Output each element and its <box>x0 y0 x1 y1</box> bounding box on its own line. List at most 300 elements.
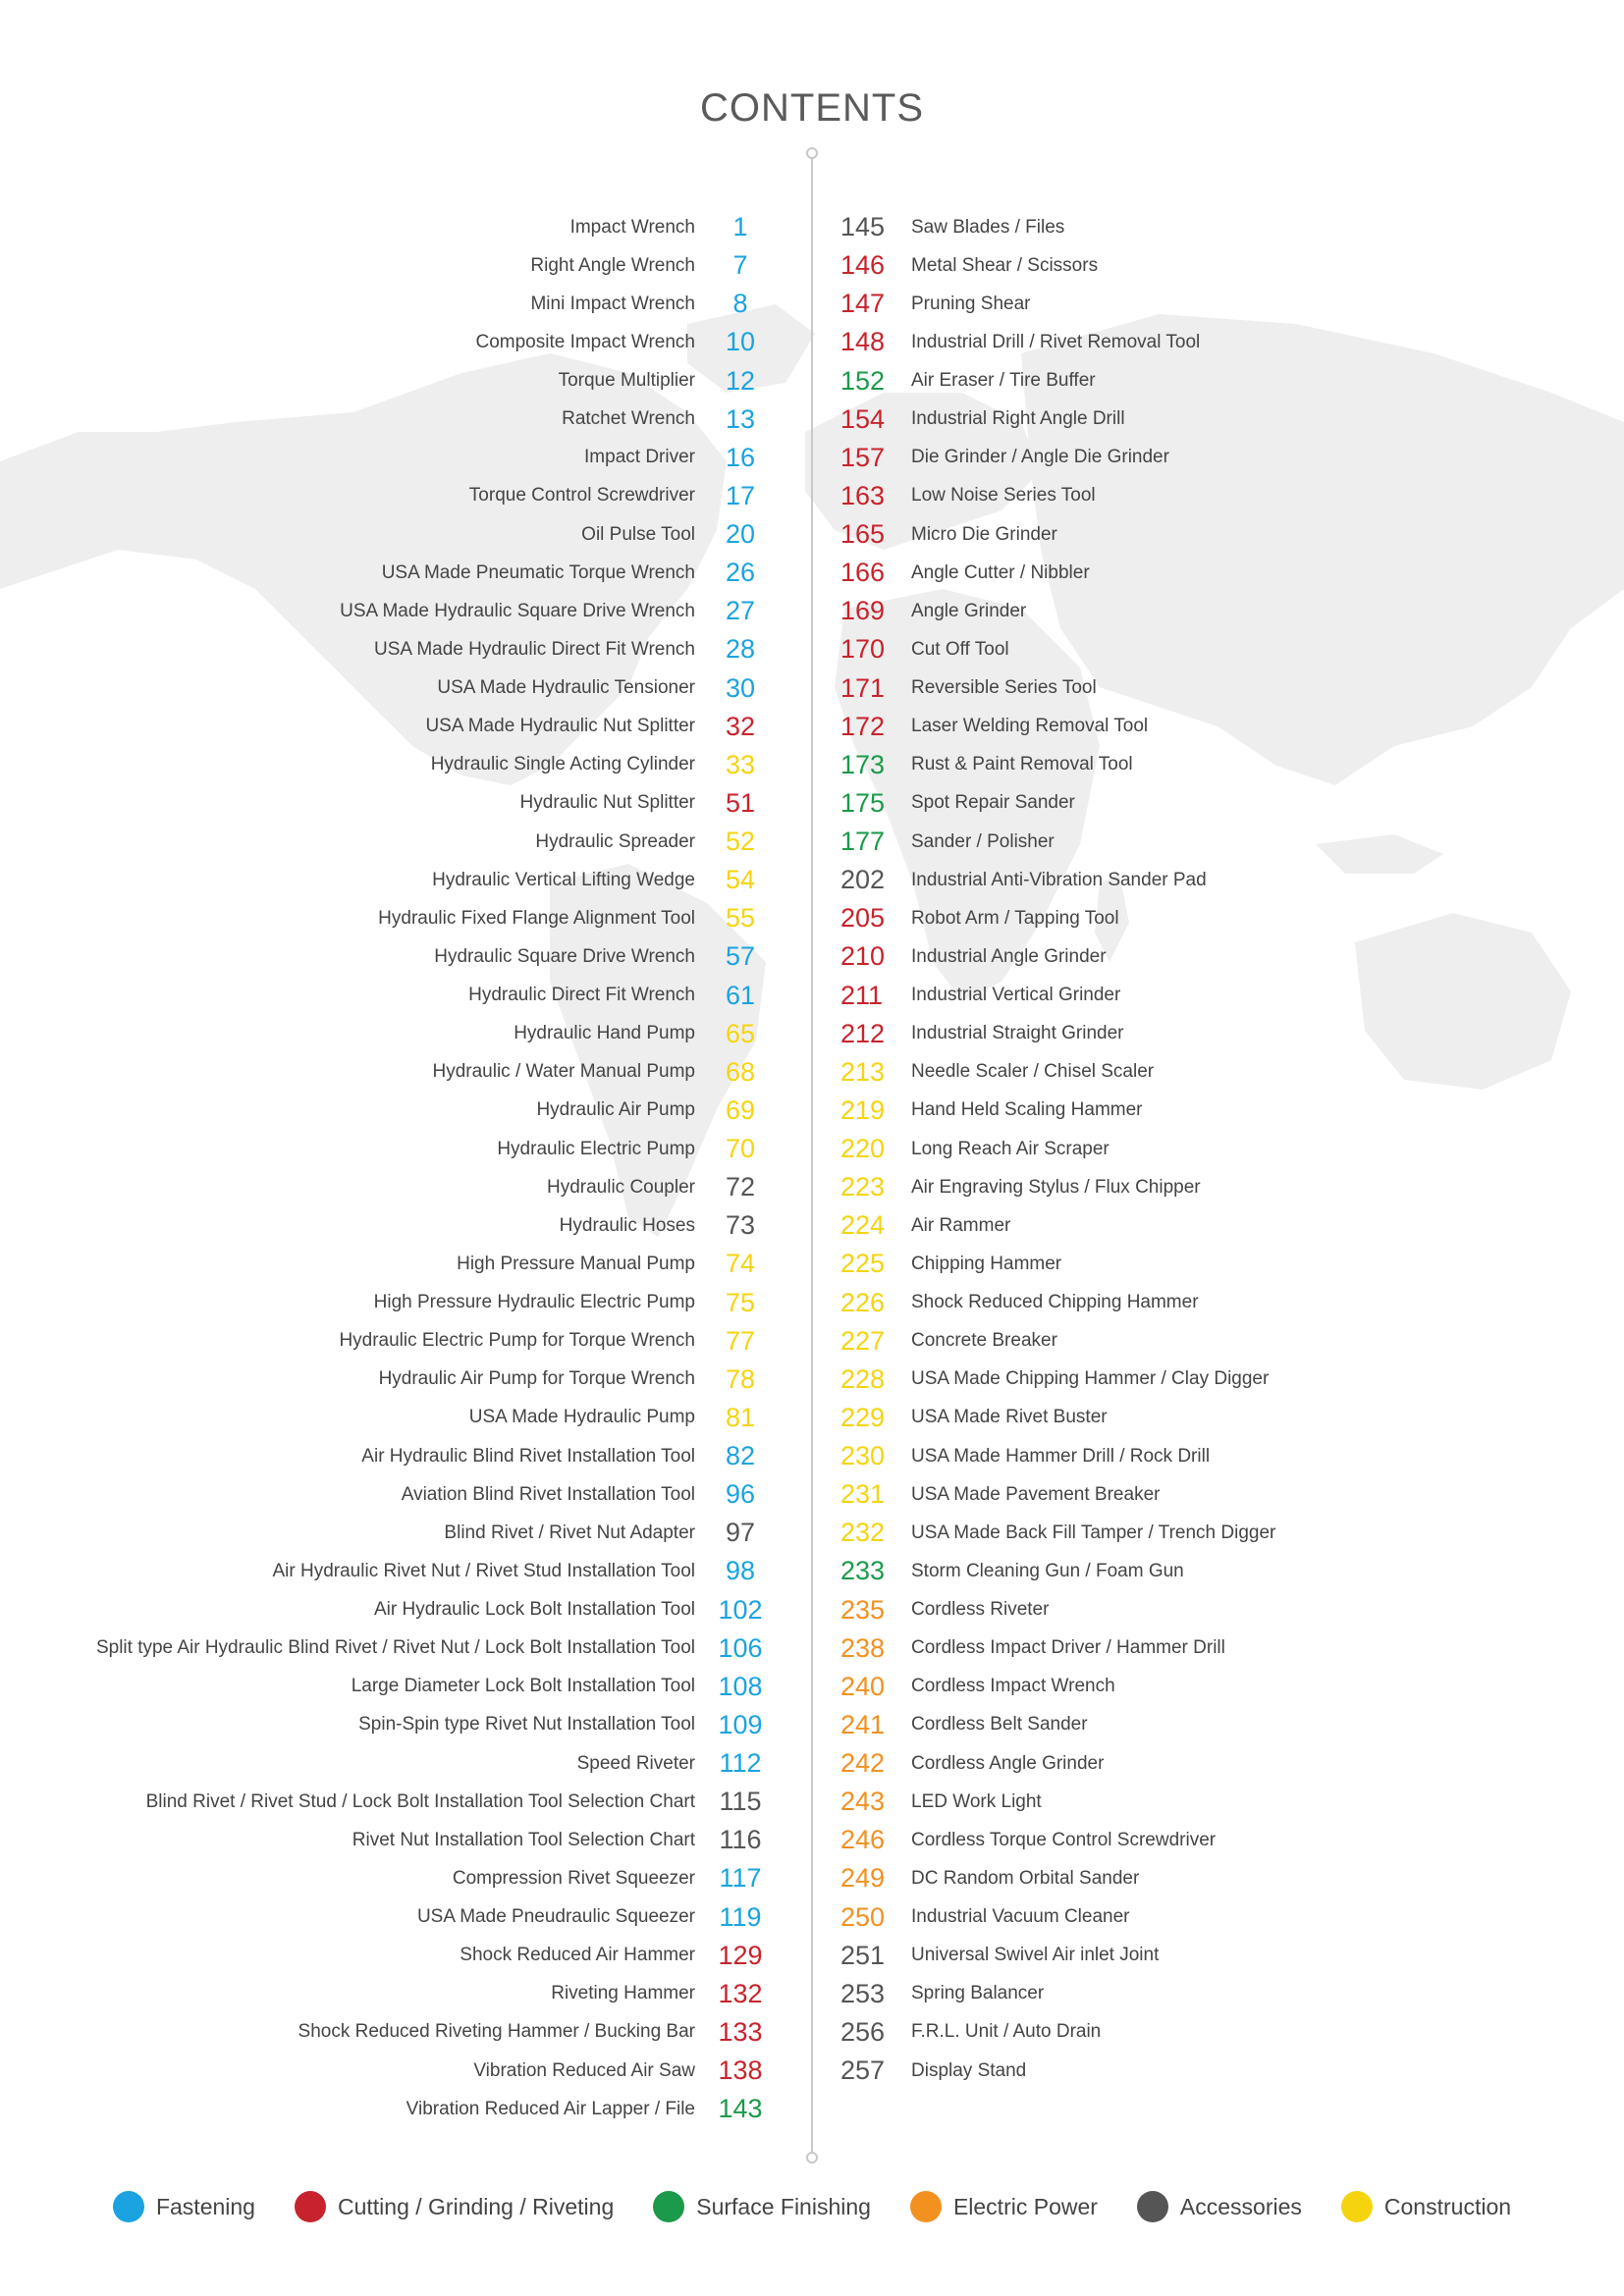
toc-entry-title: Sander / Polisher <box>911 830 1055 852</box>
toc-entry-page-number: 231 <box>840 1479 886 1510</box>
toc-entry[interactable] <box>59 1053 785 1092</box>
toc-entry-page-number: 257 <box>840 2056 886 2086</box>
toc-entry-title: Display Stand <box>911 2059 1027 2081</box>
toc-entry-title: Cut Off Tool <box>911 638 1009 660</box>
toc-entry-page-number: 224 <box>840 1210 886 1241</box>
toc-entry[interactable] <box>840 554 1587 592</box>
toc-entry[interactable] <box>59 477 785 515</box>
toc-entry-title: USA Made Hydraulic Nut Splitter <box>425 716 695 737</box>
toc-entry[interactable] <box>840 1706 1587 1744</box>
toc-entry-title: Air Eraser / Tire Buffer <box>911 370 1096 392</box>
toc-entry-page-number: 65 <box>725 1018 756 1048</box>
legend-color-dot <box>295 2191 326 2222</box>
toc-entry[interactable] <box>840 1437 1587 1475</box>
toc-entry-title: Cordless Riveter <box>911 1599 1050 1621</box>
toc-entry[interactable] <box>59 1475 785 1514</box>
toc-entry[interactable] <box>840 708 1587 746</box>
toc-entry-title: Blind Rivet / Rivet Nut Adapter <box>444 1522 695 1543</box>
toc-entry-page-number: 70 <box>725 1134 756 1164</box>
toc-entry-page-number: 145 <box>840 212 886 242</box>
toc-entry-page-number: 229 <box>840 1402 886 1432</box>
toc-entry-page-number: 250 <box>840 1901 886 1932</box>
toc-entry-title: Rivet Nut Installation Tool Selection Chart <box>352 1829 695 1850</box>
toc-entry[interactable] <box>840 2013 1587 2052</box>
toc-entry-page-number: 242 <box>840 1748 886 1779</box>
toc-entry[interactable] <box>59 708 785 746</box>
contents-right-column <box>840 208 1587 2090</box>
toc-entry-title: Cordless Angle Grinder <box>911 1752 1105 1774</box>
toc-entry-page-number: 17 <box>725 480 756 510</box>
toc-entry[interactable] <box>59 246 785 285</box>
toc-entry-title: Industrial Straight Grinder <box>911 1023 1124 1044</box>
toc-entry[interactable] <box>59 439 785 477</box>
toc-entry[interactable] <box>840 362 1587 400</box>
legend-label: Accessories <box>1179 2193 1302 2219</box>
toc-entry[interactable] <box>840 1206 1587 1245</box>
toc-entry[interactable] <box>59 1284 785 1322</box>
toc-entry[interactable] <box>840 1859 1587 1897</box>
toc-entry-title: Chipping Hammer <box>911 1253 1062 1274</box>
toc-entry-title: USA Made Hydraulic Tensioner <box>437 677 695 699</box>
toc-entry-page-number: 108 <box>718 1671 763 1701</box>
toc-entry[interactable] <box>840 1783 1587 1821</box>
toc-entry[interactable] <box>840 746 1587 784</box>
legend-color-dot <box>653 2191 684 2222</box>
toc-entry-page-number: 240 <box>840 1671 886 1701</box>
legend-color-dot <box>113 2191 144 2222</box>
toc-entry-title: Hydraulic Coupler <box>546 1176 695 1198</box>
contents-left-column <box>59 208 785 2128</box>
toc-entry-page-number: 20 <box>725 519 756 550</box>
toc-entry-title: Saw Blades / Files <box>911 216 1065 238</box>
toc-entry-page-number: 241 <box>840 1709 886 1739</box>
toc-entry-title: Industrial Vertical Grinder <box>911 985 1121 1006</box>
toc-entry[interactable] <box>840 1130 1587 1168</box>
toc-entry[interactable] <box>840 2052 1587 2090</box>
toc-entry[interactable] <box>59 1937 785 1975</box>
toc-entry-title: Laser Welding Removal Tool <box>911 716 1149 737</box>
toc-entry[interactable] <box>59 2013 785 2052</box>
toc-entry-page-number: 73 <box>725 1210 756 1241</box>
toc-entry-page-number: 27 <box>725 596 756 626</box>
toc-entry-title: Spot Repair Sander <box>911 792 1075 814</box>
toc-entry-title: Spring Balancer <box>911 1983 1045 2004</box>
toc-entry[interactable] <box>59 1322 785 1361</box>
toc-entry-title: Air Rammer <box>911 1214 1011 1236</box>
toc-entry-page-number: 57 <box>725 941 756 972</box>
toc-entry[interactable] <box>59 1015 785 1053</box>
legend-item-construction <box>1341 2191 1511 2222</box>
toc-entry-page-number: 177 <box>840 827 886 857</box>
legend-item-fastening <box>113 2191 255 2222</box>
toc-entry[interactable] <box>840 784 1587 823</box>
toc-entry[interactable] <box>840 630 1587 668</box>
toc-entry[interactable] <box>59 554 785 592</box>
toc-entry[interactable] <box>59 1821 785 1859</box>
toc-entry-page-number: 13 <box>725 403 756 434</box>
toc-entry-title: Robot Arm / Tapping Tool <box>911 907 1119 929</box>
toc-entry-page-number: 7 <box>732 250 748 281</box>
toc-entry-page-number: 61 <box>725 980 756 1010</box>
toc-entry-page-number: 172 <box>840 711 886 741</box>
toc-entry-page-number: 148 <box>840 327 886 357</box>
toc-entry-title: Mini Impact Wrench <box>530 293 695 314</box>
toc-entry-page-number: 112 <box>719 1748 762 1779</box>
toc-entry-page-number: 251 <box>840 1940 886 1970</box>
toc-entry-title: USA Made Hydraulic Direct Fit Wrench <box>374 638 695 660</box>
toc-entry[interactable] <box>59 1514 785 1552</box>
legend-color-dot <box>1341 2191 1373 2222</box>
toc-entry-page-number: 205 <box>840 903 886 934</box>
toc-entry[interactable] <box>59 1206 785 1245</box>
toc-entry[interactable] <box>59 1168 785 1206</box>
toc-entry-page-number: 232 <box>840 1518 886 1548</box>
toc-entry[interactable] <box>59 1975 785 2013</box>
toc-entry-title: USA Made Pavement Breaker <box>911 1483 1161 1505</box>
toc-entry[interactable] <box>840 1898 1587 1937</box>
toc-entry-title: Torque Multiplier <box>558 370 695 392</box>
toc-entry-title: F.R.L. Unit / Auto Drain <box>911 2021 1102 2043</box>
toc-entry-page-number: 202 <box>840 865 886 895</box>
page-title: CONTENTS <box>700 86 924 130</box>
divider-bottom-dot <box>806 2152 818 2163</box>
toc-entry-title: Rust & Paint Removal Tool <box>911 754 1133 775</box>
toc-entry-page-number: 163 <box>840 480 886 510</box>
toc-entry-page-number: 75 <box>725 1287 756 1317</box>
toc-entry-title: USA Made Hydraulic Pump <box>468 1407 695 1428</box>
toc-entry[interactable] <box>840 1937 1587 1975</box>
toc-entry-title: Blind Rivet / Rivet Stud / Lock Bolt Installation Tool Selection Chart <box>145 1790 695 1812</box>
toc-entry[interactable] <box>840 1668 1587 1706</box>
toc-entry[interactable] <box>840 1629 1587 1668</box>
legend-label: Cutting / Grinding / Riveting <box>337 2193 615 2219</box>
toc-entry-title: Low Noise Series Tool <box>911 485 1096 507</box>
toc-entry-title: Industrial Right Angle Drill <box>911 408 1125 430</box>
toc-entry-title: Cordless Impact Wrench <box>911 1676 1115 1697</box>
toc-entry[interactable] <box>840 285 1587 323</box>
toc-entry[interactable] <box>840 1015 1587 1053</box>
toc-entry-title: Hydraulic Air Pump for Torque Wrench <box>378 1368 695 1390</box>
toc-entry-page-number: 166 <box>840 558 886 588</box>
toc-entry-title: Vibration Reduced Air Lapper / File <box>406 2098 695 2119</box>
toc-entry-title: Hydraulic Air Pump <box>536 1099 695 1121</box>
toc-entry-page-number: 213 <box>840 1056 886 1087</box>
toc-entry-title: Hydraulic Hoses <box>559 1214 695 1236</box>
toc-entry-page-number: 33 <box>725 749 756 779</box>
toc-entry-title: Air Hydraulic Blind Rivet Installation Tool <box>361 1445 695 1467</box>
toc-entry[interactable] <box>59 937 785 976</box>
toc-entry[interactable] <box>840 861 1587 899</box>
toc-entry-page-number: 173 <box>840 749 886 779</box>
toc-entry[interactable] <box>840 977 1587 1015</box>
toc-entry-page-number: 152 <box>840 365 886 396</box>
toc-entry-page-number: 175 <box>840 787 886 818</box>
toc-entry-title: Hydraulic Nut Splitter <box>519 792 695 814</box>
toc-entry-page-number: 146 <box>840 250 886 281</box>
toc-entry-page-number: 143 <box>718 2094 763 2124</box>
toc-entry-title: Metal Shear / Scissors <box>911 254 1099 276</box>
toc-entry[interactable] <box>59 1706 785 1744</box>
toc-entry[interactable] <box>59 1591 785 1629</box>
toc-entry-page-number: 30 <box>725 672 756 703</box>
toc-entry-page-number: 82 <box>725 1441 756 1471</box>
toc-entry[interactable] <box>59 1399 785 1437</box>
toc-entry-page-number: 133 <box>718 2016 763 2047</box>
toc-entry[interactable] <box>840 1475 1587 1514</box>
toc-entry-title: Impact Driver <box>584 447 695 468</box>
toc-entry-page-number: 52 <box>725 827 756 857</box>
toc-entry-page-number: 119 <box>719 1901 762 1932</box>
toc-entry-title: Torque Control Screwdriver <box>468 485 695 507</box>
toc-entry-title: Long Reach Air Scraper <box>911 1138 1110 1159</box>
legend-item-surface <box>653 2191 871 2222</box>
toc-entry-page-number: 238 <box>840 1632 886 1663</box>
toc-entry-title: Right Angle Wrench <box>530 254 695 276</box>
toc-entry-page-number: 169 <box>840 596 886 626</box>
toc-entry-title: Impact Wrench <box>569 216 695 238</box>
legend-label: Fastening <box>155 2193 255 2219</box>
toc-entry-page-number: 223 <box>840 1172 886 1202</box>
toc-entry[interactable] <box>59 323 785 361</box>
toc-entry-page-number: 171 <box>840 672 886 703</box>
toc-entry[interactable] <box>840 1092 1587 1130</box>
toc-entry-title: Composite Impact Wrench <box>475 331 695 352</box>
toc-entry-page-number: 115 <box>719 1787 762 1817</box>
toc-entry-page-number: 243 <box>840 1787 886 1817</box>
legend-item-electric <box>910 2191 1098 2222</box>
toc-entry[interactable] <box>59 630 785 668</box>
toc-entry[interactable] <box>59 1552 785 1590</box>
toc-entry[interactable] <box>840 1399 1587 1437</box>
toc-entry[interactable] <box>840 1744 1587 1783</box>
toc-entry[interactable] <box>840 439 1587 477</box>
toc-entry-title: Hydraulic Direct Fit Wrench <box>468 985 695 1006</box>
toc-entry-title: Reversible Series Tool <box>911 677 1097 699</box>
toc-entry[interactable] <box>59 592 785 630</box>
toc-entry[interactable] <box>59 861 785 899</box>
toc-entry[interactable] <box>59 1898 785 1937</box>
toc-entry[interactable] <box>840 669 1587 708</box>
toc-entry-page-number: 233 <box>840 1556 886 1586</box>
toc-entry-title: Needle Scaler / Chisel Scaler <box>911 1061 1155 1083</box>
toc-entry[interactable] <box>840 208 1587 246</box>
toc-entry[interactable] <box>59 669 785 708</box>
toc-entry-page-number: 147 <box>840 289 886 319</box>
toc-entry-page-number: 97 <box>725 1518 756 1548</box>
legend-color-dot <box>1137 2191 1168 2222</box>
toc-entry-page-number: 256 <box>840 2016 886 2047</box>
toc-entry[interactable] <box>840 477 1587 515</box>
legend-item-accessories <box>1137 2191 1302 2222</box>
toc-entry-title: Speed Riveter <box>576 1752 695 1774</box>
toc-entry-page-number: 28 <box>725 634 756 665</box>
toc-entry[interactable] <box>840 515 1587 554</box>
toc-entry[interactable] <box>59 1783 785 1821</box>
toc-entry-page-number: 98 <box>725 1556 756 1586</box>
toc-entry-page-number: 211 <box>840 980 884 1010</box>
toc-entry[interactable] <box>840 937 1587 976</box>
toc-entry-page-number: 165 <box>840 519 886 550</box>
toc-entry-title: Industrial Vacuum Cleaner <box>911 1906 1130 1928</box>
toc-entry[interactable] <box>840 899 1587 937</box>
toc-entry-title: Cordless Impact Driver / Hammer Drill <box>911 1637 1225 1659</box>
toc-entry-page-number: 228 <box>840 1363 886 1394</box>
toc-entry-page-number: 8 <box>732 289 748 319</box>
toc-entry-title: Air Hydraulic Rivet Nut / Rivet Stud Installation Tool <box>272 1560 695 1581</box>
toc-entry[interactable] <box>59 1361 785 1399</box>
toc-entry-title: Compression Rivet Squeezer <box>452 1867 695 1889</box>
toc-entry[interactable] <box>59 1245 785 1283</box>
toc-entry-title: High Pressure Hydraulic Electric Pump <box>373 1292 695 1313</box>
toc-entry-page-number: 170 <box>840 634 886 665</box>
toc-entry[interactable] <box>840 1821 1587 1859</box>
toc-entry-page-number: 154 <box>840 403 886 434</box>
toc-entry[interactable] <box>840 1322 1587 1361</box>
toc-entry-page-number: 210 <box>840 941 886 972</box>
category-legend <box>0 2191 1624 2222</box>
toc-entry-title: Storm Cleaning Gun / Foam Gun <box>911 1560 1184 1581</box>
toc-entry-page-number: 102 <box>718 1594 763 1625</box>
toc-entry-page-number: 132 <box>718 1978 763 2008</box>
toc-entry-title: DC Random Orbital Sander <box>911 1867 1140 1889</box>
toc-entry-page-number: 225 <box>840 1249 886 1279</box>
toc-entry-title: USA Made Rivet Buster <box>911 1407 1108 1428</box>
toc-entry-title: Cordless Torque Control Screwdriver <box>911 1829 1217 1850</box>
legend-color-dot <box>910 2191 942 2222</box>
toc-entry[interactable] <box>59 400 785 439</box>
toc-entry[interactable] <box>840 323 1587 361</box>
toc-entry-title: Hydraulic Electric Pump <box>497 1138 695 1159</box>
toc-entry-page-number: 109 <box>718 1709 763 1739</box>
toc-entry[interactable] <box>840 1245 1587 1283</box>
toc-entry[interactable] <box>59 1437 785 1475</box>
toc-entry[interactable] <box>59 977 785 1015</box>
toc-entry-title: Micro Die Grinder <box>911 523 1057 545</box>
toc-entry-page-number: 106 <box>718 1632 763 1663</box>
toc-entry-title: USA Made Hydraulic Square Drive Wrench <box>340 600 695 621</box>
toc-entry[interactable] <box>840 592 1587 630</box>
toc-entry-title: Angle Grinder <box>911 600 1027 621</box>
toc-entry-page-number: 55 <box>725 903 756 934</box>
toc-entry-title: Hydraulic Fixed Flange Alignment Tool <box>378 907 695 929</box>
toc-entry[interactable] <box>59 1092 785 1130</box>
toc-entry[interactable] <box>59 362 785 400</box>
toc-entry-title: Shock Reduced Air Hammer <box>460 1945 695 1966</box>
toc-entry-title: Oil Pulse Tool <box>581 523 695 545</box>
toc-entry-title: Air Engraving Stylus / Flux Chipper <box>911 1176 1201 1198</box>
toc-entry[interactable] <box>59 1668 785 1706</box>
toc-entry[interactable] <box>840 1284 1587 1322</box>
toc-entry[interactable] <box>59 1629 785 1668</box>
toc-entry-title: Industrial Drill / Rivet Removal Tool <box>911 331 1201 352</box>
toc-entry-page-number: 72 <box>725 1172 756 1202</box>
toc-entry[interactable] <box>840 1975 1587 2013</box>
toc-entry[interactable] <box>840 1591 1587 1629</box>
toc-entry[interactable] <box>840 1053 1587 1092</box>
toc-entry-title: Hydraulic Spreader <box>535 830 695 852</box>
toc-entry-title: Air Hydraulic Lock Bolt Installation Tool <box>373 1599 695 1621</box>
legend-label: Construction <box>1383 2193 1512 2219</box>
toc-entry[interactable] <box>59 746 785 784</box>
toc-entry[interactable] <box>59 784 785 823</box>
toc-entry-page-number: 54 <box>725 865 756 895</box>
toc-entry-title: Concrete Breaker <box>911 1330 1057 1352</box>
toc-entry-page-number: 74 <box>725 1249 756 1279</box>
toc-entry-title: Riveting Hammer <box>551 1983 695 2004</box>
toc-entry[interactable] <box>840 1514 1587 1552</box>
toc-entry-page-number: 129 <box>718 1940 763 1970</box>
toc-entry[interactable] <box>59 515 785 554</box>
toc-entry[interactable] <box>840 1552 1587 1590</box>
toc-entry-page-number: 219 <box>840 1095 886 1125</box>
toc-entry[interactable] <box>59 1744 785 1783</box>
toc-entry-page-number: 78 <box>725 1363 756 1394</box>
toc-entry-title: Industrial Angle Grinder <box>911 945 1107 967</box>
toc-entry[interactable] <box>59 2090 785 2128</box>
toc-entry-page-number: 246 <box>840 1825 886 1855</box>
toc-entry-title: Angle Cutter / Nibbler <box>911 561 1090 583</box>
toc-entry[interactable] <box>840 246 1587 285</box>
toc-entry-title: Hydraulic / Water Manual Pump <box>432 1061 695 1083</box>
toc-entry-title: Hydraulic Single Acting Cylinder <box>430 754 695 775</box>
toc-entry-title: Large Diameter Lock Bolt Installation Tool <box>351 1676 695 1697</box>
toc-entry-page-number: 249 <box>840 1863 886 1894</box>
toc-entry-page-number: 157 <box>840 442 886 472</box>
toc-entry[interactable] <box>840 400 1587 439</box>
toc-entry-title: Hydraulic Electric Pump for Torque Wrench <box>339 1330 695 1352</box>
toc-entry-title: Shock Reduced Riveting Hammer / Bucking Bar <box>298 2021 695 2043</box>
toc-entry-page-number: 116 <box>719 1825 762 1855</box>
toc-entry-title: USA Made Back Fill Tamper / Trench Digger <box>911 1522 1276 1543</box>
toc-entry-page-number: 235 <box>840 1594 886 1625</box>
toc-entry[interactable] <box>840 1361 1587 1399</box>
toc-entry-page-number: 10 <box>725 327 756 357</box>
toc-entry[interactable] <box>59 208 785 246</box>
toc-entry[interactable] <box>59 2052 785 2090</box>
toc-entry-title: Shock Reduced Chipping Hammer <box>911 1292 1199 1313</box>
toc-entry[interactable] <box>840 1168 1587 1206</box>
toc-entry-page-number: 117 <box>719 1863 762 1894</box>
toc-entry[interactable] <box>840 823 1587 861</box>
toc-entry-title: Ratchet Wrench <box>562 408 695 430</box>
toc-entry-page-number: 68 <box>725 1056 756 1087</box>
toc-entry[interactable] <box>59 1859 785 1897</box>
legend-label: Electric Power <box>952 2193 1098 2219</box>
toc-entry-page-number: 138 <box>718 2056 763 2086</box>
toc-entry-page-number: 1 <box>732 212 748 242</box>
toc-entry-title: LED Work Light <box>911 1790 1042 1812</box>
toc-entry-title: Spin-Spin type Rivet Nut Installation Tool <box>358 1714 695 1735</box>
legend-label: Surface Finishing <box>696 2193 871 2219</box>
toc-entry[interactable] <box>59 1130 785 1168</box>
toc-entry-title: Aviation Blind Rivet Installation Tool <box>401 1483 695 1505</box>
toc-entry[interactable] <box>59 823 785 861</box>
toc-entry-title: Cordless Belt Sander <box>911 1714 1088 1735</box>
toc-entry-page-number: 32 <box>725 711 756 741</box>
toc-entry-title: Split type Air Hydraulic Blind Rivet / Rivet Nut / Lock Bolt Installation Tool <box>95 1637 695 1659</box>
toc-entry-page-number: 12 <box>725 365 756 396</box>
toc-entry-page-number: 227 <box>840 1325 886 1356</box>
toc-entry-page-number: 212 <box>840 1018 886 1048</box>
toc-entry[interactable] <box>59 899 785 937</box>
toc-entry[interactable] <box>59 285 785 323</box>
toc-entry-title: Industrial Anti-Vibration Sander Pad <box>911 869 1207 890</box>
toc-entry-title: Hydraulic Hand Pump <box>514 1023 695 1044</box>
toc-entry-page-number: 220 <box>840 1134 886 1164</box>
toc-entry-title: High Pressure Manual Pump <box>457 1253 695 1274</box>
toc-entry-page-number: 51 <box>725 787 756 818</box>
toc-entry-title: USA Made Pneumatic Torque Wrench <box>381 561 695 583</box>
